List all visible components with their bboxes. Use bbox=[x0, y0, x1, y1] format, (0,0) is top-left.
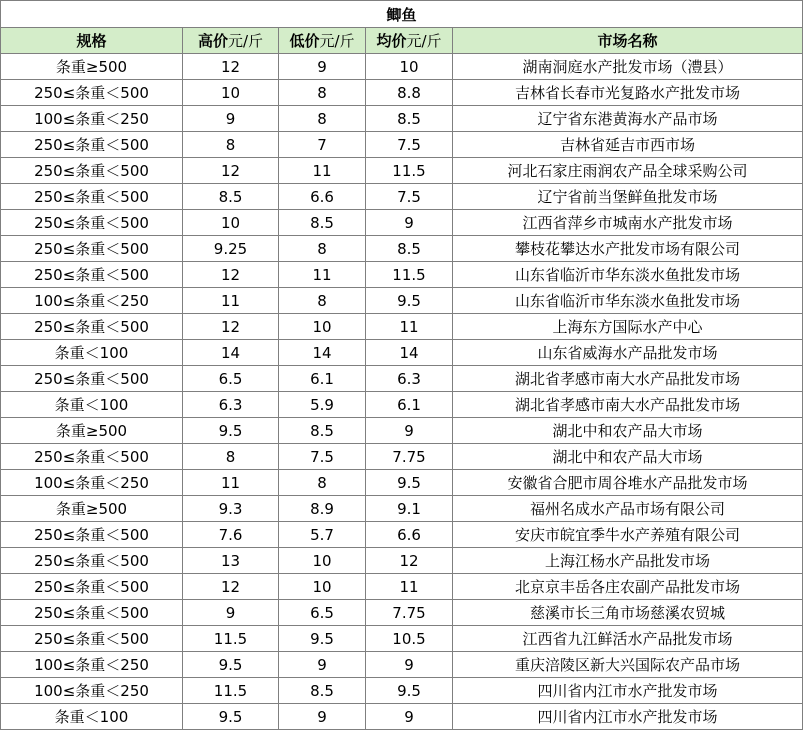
table-row bbox=[1, 470, 803, 496]
cell-avg: 7.5 bbox=[366, 132, 453, 158]
cell-high: 7.6 bbox=[183, 522, 279, 548]
cell-spec: 条重＜100 bbox=[1, 392, 183, 418]
cell-spec: 250≤条重＜500 bbox=[1, 626, 183, 652]
header-market: 市场名称 bbox=[453, 28, 803, 54]
cell-high: 10 bbox=[183, 80, 279, 106]
cell-market: 重庆涪陵区新大兴国际农产品市场 bbox=[453, 652, 803, 678]
cell-avg: 9 bbox=[366, 210, 453, 236]
cell-market: 四川省内江市水产批发市场 bbox=[453, 678, 803, 704]
cell-high: 12 bbox=[183, 54, 279, 80]
cell-market: 山东省临沂市华东淡水鱼批发市场 bbox=[453, 262, 803, 288]
cell-low: 8.5 bbox=[279, 418, 366, 444]
cell-spec: 250≤条重＜500 bbox=[1, 548, 183, 574]
cell-low: 11 bbox=[279, 262, 366, 288]
header-avg-unit: 元/斤 bbox=[406, 32, 442, 50]
table-row bbox=[1, 106, 803, 132]
cell-high: 8 bbox=[183, 132, 279, 158]
table-row bbox=[1, 548, 803, 574]
table-row bbox=[1, 210, 803, 236]
cell-market: 山东省威海水产品批发市场 bbox=[453, 340, 803, 366]
cell-market: 福州名成水产品市场有限公司 bbox=[453, 496, 803, 522]
table-row bbox=[1, 184, 803, 210]
cell-avg: 9.5 bbox=[366, 288, 453, 314]
cell-avg: 11.5 bbox=[366, 158, 453, 184]
cell-high: 9.5 bbox=[183, 418, 279, 444]
title-row bbox=[1, 1, 803, 28]
cell-market: 上海江杨水产品批发市场 bbox=[453, 548, 803, 574]
header-low-unit: 元/斤 bbox=[319, 32, 355, 50]
cell-high: 11 bbox=[183, 470, 279, 496]
cell-high: 14 bbox=[183, 340, 279, 366]
cell-spec: 250≤条重＜500 bbox=[1, 132, 183, 158]
cell-avg: 9 bbox=[366, 418, 453, 444]
cell-market: 湖南洞庭水产批发市场（澧县） bbox=[453, 54, 803, 80]
cell-low: 7.5 bbox=[279, 444, 366, 470]
cell-avg: 9 bbox=[366, 652, 453, 678]
cell-low: 7 bbox=[279, 132, 366, 158]
table-row bbox=[1, 496, 803, 522]
table-body bbox=[1, 54, 803, 730]
cell-high: 13 bbox=[183, 548, 279, 574]
table-row bbox=[1, 366, 803, 392]
cell-avg: 8.5 bbox=[366, 236, 453, 262]
cell-high: 8 bbox=[183, 444, 279, 470]
cell-market: 湖北中和农产品大市场 bbox=[453, 444, 803, 470]
cell-avg: 11.5 bbox=[366, 262, 453, 288]
cell-market: 攀枝花攀达水产批发市场有限公司 bbox=[453, 236, 803, 262]
cell-high: 12 bbox=[183, 158, 279, 184]
cell-low: 9 bbox=[279, 704, 366, 730]
cell-low: 11 bbox=[279, 158, 366, 184]
cell-low: 8 bbox=[279, 288, 366, 314]
table-row bbox=[1, 574, 803, 600]
cell-high: 11.5 bbox=[183, 678, 279, 704]
cell-high: 9.5 bbox=[183, 704, 279, 730]
cell-avg: 11 bbox=[366, 574, 453, 600]
cell-market: 安徽省合肥市周谷堆水产品批发市场 bbox=[453, 470, 803, 496]
cell-spec: 100≤条重＜250 bbox=[1, 106, 183, 132]
table-row bbox=[1, 80, 803, 106]
header-low bbox=[279, 28, 366, 54]
cell-avg: 6.3 bbox=[366, 366, 453, 392]
cell-spec: 100≤条重＜250 bbox=[1, 470, 183, 496]
cell-high: 9 bbox=[183, 600, 279, 626]
cell-low: 8 bbox=[279, 470, 366, 496]
cell-high: 11 bbox=[183, 288, 279, 314]
cell-low: 8.9 bbox=[279, 496, 366, 522]
cell-high: 6.3 bbox=[183, 392, 279, 418]
cell-avg: 9 bbox=[366, 704, 453, 730]
cell-low: 9.5 bbox=[279, 626, 366, 652]
table-row bbox=[1, 626, 803, 652]
cell-spec: 250≤条重＜500 bbox=[1, 314, 183, 340]
cell-low: 8.5 bbox=[279, 678, 366, 704]
cell-spec: 250≤条重＜500 bbox=[1, 522, 183, 548]
cell-market: 四川省内江市水产批发市场 bbox=[453, 704, 803, 730]
table-row bbox=[1, 262, 803, 288]
table-row bbox=[1, 704, 803, 730]
cell-low: 10 bbox=[279, 314, 366, 340]
cell-high: 10 bbox=[183, 210, 279, 236]
cell-avg: 9.5 bbox=[366, 470, 453, 496]
header-avg bbox=[366, 28, 453, 54]
cell-avg: 9.1 bbox=[366, 496, 453, 522]
cell-low: 8 bbox=[279, 236, 366, 262]
cell-spec: 条重≥500 bbox=[1, 54, 183, 80]
table-row bbox=[1, 288, 803, 314]
table-row bbox=[1, 314, 803, 340]
cell-low: 8 bbox=[279, 80, 366, 106]
cell-low: 9 bbox=[279, 54, 366, 80]
cell-high: 9 bbox=[183, 106, 279, 132]
table-row bbox=[1, 392, 803, 418]
cell-market: 辽宁省东港黄海水产品市场 bbox=[453, 106, 803, 132]
cell-avg: 10.5 bbox=[366, 626, 453, 652]
cell-spec: 100≤条重＜250 bbox=[1, 652, 183, 678]
cell-high: 12 bbox=[183, 574, 279, 600]
cell-avg: 7.75 bbox=[366, 600, 453, 626]
cell-spec: 250≤条重＜500 bbox=[1, 184, 183, 210]
cell-spec: 250≤条重＜500 bbox=[1, 158, 183, 184]
cell-spec: 条重＜100 bbox=[1, 340, 183, 366]
cell-low: 5.9 bbox=[279, 392, 366, 418]
header-avg-label: 均价 bbox=[376, 32, 407, 50]
cell-high: 8.5 bbox=[183, 184, 279, 210]
cell-high: 12 bbox=[183, 314, 279, 340]
cell-avg: 8.8 bbox=[366, 80, 453, 106]
cell-avg: 9.5 bbox=[366, 678, 453, 704]
cell-low: 10 bbox=[279, 548, 366, 574]
cell-market: 湖北省孝感市南大水产品批发市场 bbox=[453, 366, 803, 392]
cell-market: 北京京丰岳各庄农副产品批发市场 bbox=[453, 574, 803, 600]
cell-market: 湖北省孝感市南大水产品批发市场 bbox=[453, 392, 803, 418]
cell-spec: 条重≥500 bbox=[1, 418, 183, 444]
table-row bbox=[1, 444, 803, 470]
cell-market: 吉林省长春市光复路水产批发市场 bbox=[453, 80, 803, 106]
cell-spec: 条重＜100 bbox=[1, 704, 183, 730]
cell-spec: 250≤条重＜500 bbox=[1, 600, 183, 626]
cell-market: 辽宁省前当堡鲜鱼批发市场 bbox=[453, 184, 803, 210]
table-row bbox=[1, 158, 803, 184]
cell-low: 6.1 bbox=[279, 366, 366, 392]
cell-market: 安庆市皖宜季牛水产养殖有限公司 bbox=[453, 522, 803, 548]
cell-spec: 250≤条重＜500 bbox=[1, 80, 183, 106]
cell-market: 河北石家庄雨润农产品全球采购公司 bbox=[453, 158, 803, 184]
cell-spec: 250≤条重＜500 bbox=[1, 262, 183, 288]
table-row bbox=[1, 522, 803, 548]
cell-avg: 14 bbox=[366, 340, 453, 366]
cell-low: 14 bbox=[279, 340, 366, 366]
header-spec: 规格 bbox=[1, 28, 183, 54]
table-row bbox=[1, 418, 803, 444]
cell-avg: 7.75 bbox=[366, 444, 453, 470]
header-low-label: 低价 bbox=[289, 32, 320, 50]
cell-low: 8.5 bbox=[279, 210, 366, 236]
cell-spec: 250≤条重＜500 bbox=[1, 444, 183, 470]
cell-high: 9.25 bbox=[183, 236, 279, 262]
cell-spec: 250≤条重＜500 bbox=[1, 236, 183, 262]
cell-avg: 12 bbox=[366, 548, 453, 574]
cell-avg: 8.5 bbox=[366, 106, 453, 132]
header-high bbox=[183, 28, 279, 54]
cell-high: 12 bbox=[183, 262, 279, 288]
cell-avg: 7.5 bbox=[366, 184, 453, 210]
header-high-unit: 元/斤 bbox=[227, 32, 264, 50]
cell-avg: 6.1 bbox=[366, 392, 453, 418]
table-row bbox=[1, 600, 803, 626]
cell-low: 8 bbox=[279, 106, 366, 132]
cell-avg: 6.6 bbox=[366, 522, 453, 548]
cell-spec: 条重≥500 bbox=[1, 496, 183, 522]
table-title: 鲫鱼 bbox=[1, 1, 803, 28]
table-row bbox=[1, 678, 803, 704]
cell-market: 江西省萍乡市城南水产批发市场 bbox=[453, 210, 803, 236]
table-row bbox=[1, 132, 803, 158]
table-row bbox=[1, 54, 803, 80]
table-row bbox=[1, 340, 803, 366]
cell-low: 5.7 bbox=[279, 522, 366, 548]
cell-market: 慈溪市长三角市场慈溪农贸城 bbox=[453, 600, 803, 626]
cell-spec: 250≤条重＜500 bbox=[1, 366, 183, 392]
cell-market: 湖北中和农产品大市场 bbox=[453, 418, 803, 444]
cell-spec: 100≤条重＜250 bbox=[1, 288, 183, 314]
cell-market: 吉林省延吉市西市场 bbox=[453, 132, 803, 158]
cell-spec: 250≤条重＜500 bbox=[1, 210, 183, 236]
header-high-label: 高价 bbox=[197, 32, 228, 50]
cell-high: 6.5 bbox=[183, 366, 279, 392]
cell-spec: 100≤条重＜250 bbox=[1, 678, 183, 704]
cell-low: 10 bbox=[279, 574, 366, 600]
cell-market: 上海东方国际水产中心 bbox=[453, 314, 803, 340]
cell-spec: 250≤条重＜500 bbox=[1, 574, 183, 600]
header-row bbox=[1, 28, 803, 54]
cell-avg: 10 bbox=[366, 54, 453, 80]
cell-high: 11.5 bbox=[183, 626, 279, 652]
table-row bbox=[1, 236, 803, 262]
cell-low: 6.6 bbox=[279, 184, 366, 210]
cell-market: 山东省临沂市华东淡水鱼批发市场 bbox=[453, 288, 803, 314]
cell-low: 6.5 bbox=[279, 600, 366, 626]
cell-low: 9 bbox=[279, 652, 366, 678]
cell-high: 9.5 bbox=[183, 652, 279, 678]
cell-high: 9.3 bbox=[183, 496, 279, 522]
table-row bbox=[1, 652, 803, 678]
cell-market: 江西省九江鲜活水产品批发市场 bbox=[453, 626, 803, 652]
cell-avg: 11 bbox=[366, 314, 453, 340]
